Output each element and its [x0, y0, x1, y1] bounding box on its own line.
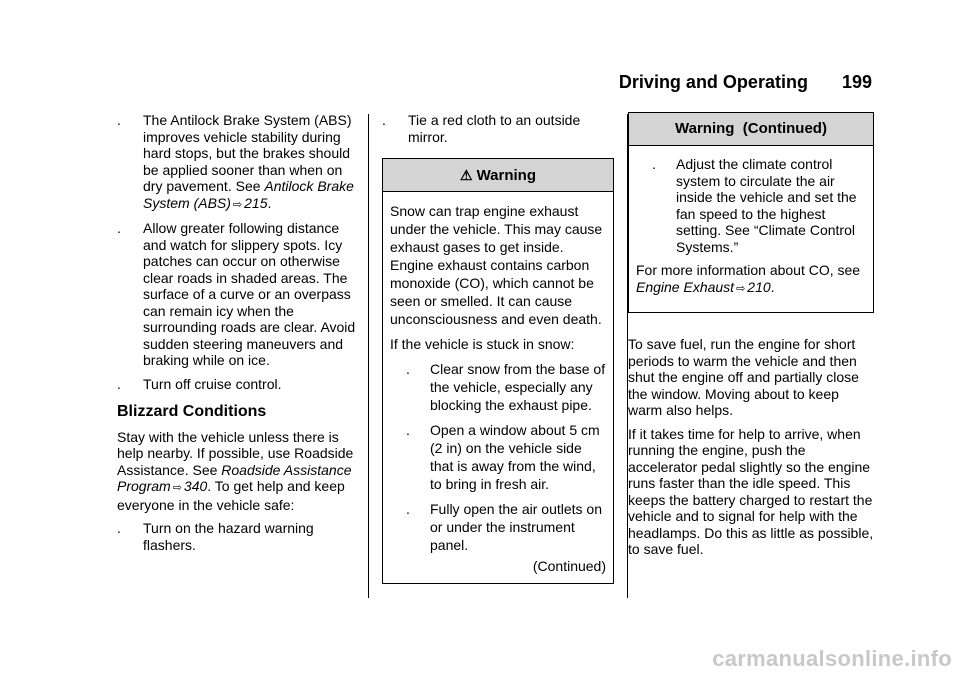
list-item	[117, 520, 362, 553]
list-item-text: Fully open the air outlets on or under the instrument panel.	[430, 501, 602, 553]
list-item-text: Turn on the hazard warning flashers.	[143, 520, 314, 553]
list-item-text: Open a window about 5 cm (2 in) on the vehicle side that is away from the wind, to bring in fresh air.	[430, 422, 600, 492]
column-left	[117, 112, 362, 560]
list-item	[117, 220, 362, 369]
bullet-marker: .	[406, 361, 410, 377]
list-item	[390, 421, 606, 493]
warning-header	[383, 159, 613, 192]
continued-label: (Continued)	[532, 558, 606, 574]
cross-reference-link[interactable]: Roadside Assistance Program ⇨ 340	[117, 462, 352, 495]
page-arrow-icon: ⇨	[232, 198, 243, 211]
bullet-marker: .	[117, 375, 121, 392]
warning-triangle-icon: ⚠	[460, 167, 473, 183]
section-title: Driving and Operating	[618, 72, 808, 92]
list-item	[390, 500, 606, 554]
paragraph: Stay with the vehicle unless there is help nearby. If possible, use Roadside Assistance. See Roadside Assistance Program ⇨ 340. To get help and keep everyone in the vehicle safe:	[117, 428, 354, 513]
warning-header	[629, 113, 873, 146]
warning-box-continued	[628, 112, 874, 313]
page-arrow-icon: ⇨	[736, 282, 746, 295]
page-header	[619, 72, 872, 93]
watermark: carmanualsonline.info	[712, 646, 952, 671]
warning-body	[629, 146, 873, 312]
list-item-text: Turn off cruise control.	[143, 375, 282, 392]
list-item-text: Tie a red cloth to an outside mirror.	[408, 112, 581, 145]
column-divider	[368, 114, 369, 598]
column-right	[628, 112, 874, 565]
cross-reference-link[interactable]: Antilock Brake System (ABS) ⇨ 215	[143, 178, 354, 211]
list-item-text: Allow greater following distance and watch for slippery spots. Icy patches can occur on otherwise clear roads in shaded areas. The surface of a curve or an overpass can remain icy when the surrounding roads are clear. Avoid sudden steering maneuvers and braking while on ice.	[143, 220, 356, 368]
list-item	[636, 156, 866, 255]
warning-body	[383, 192, 613, 583]
section-heading: Blizzard Conditions	[117, 403, 267, 420]
list-item-text: Adjust the climate control system to circulate the air inside the vehicle and set the fan speed to the highest setting. See “Climate Control Systems.”	[676, 156, 857, 255]
list-item-text: Clear snow from the base of the vehicle, especially any blocking the exhaust pipe.	[430, 361, 606, 413]
list-item	[390, 360, 606, 414]
bullet-marker: .	[382, 112, 386, 128]
warning-box	[382, 158, 614, 584]
paragraph: If the vehicle is stuck in snow:	[390, 336, 575, 352]
bullet-marker: .	[117, 520, 121, 536]
bullet-marker: .	[406, 422, 410, 438]
paragraph: If it takes time for help to arrive, when running the engine, push the accelerator pedal slightly so the engine runs faster than the idle speed. This keeps the battery charged to restart the vehicle and to signal for help with the headlamps. Do this as little as possible, to save fuel.	[628, 425, 874, 557]
bullet-marker: .	[406, 501, 410, 517]
paragraph: For more information about CO, see Engine Exhaust ⇨ 210.	[636, 262, 866, 297]
bullet-marker: .	[117, 220, 121, 236]
bullet-marker: .	[652, 156, 656, 172]
bullet-marker: .	[117, 112, 121, 128]
list-item	[117, 376, 362, 393]
page-number: 199	[841, 72, 872, 92]
paragraph: To save fuel, run the engine for short periods to warm the vehicle and then shut the engine off and partially close the window. Moving about to keep warm also helps.	[628, 336, 859, 418]
page-arrow-icon: ⇨	[172, 482, 182, 494]
warning-title: Warning	[476, 167, 536, 184]
list-item-text: The Antilock Brake System (ABS) improves vehicle stability during hard stops, but the brakes should be applied sooner than when on dry pavement. See	[143, 112, 352, 194]
column-middle	[382, 112, 614, 584]
list-item	[382, 112, 614, 145]
paragraph: Snow can trap engine exhaust under the vehicle. This may cause exhaust gases to get inside. Engine exhaust contains carbon monoxide (CO), which cannot be seen or smelled. It can cause unconsciousness and even death.	[390, 203, 603, 327]
list-item: . The Antilock Brake System (ABS) improves vehicle stability during hard stops, but the brakes should be applied sooner than when on dry pavement. See Antilock Brake System (ABS) ⇨ 215.	[117, 112, 362, 213]
cross-reference-link[interactable]: Engine Exhaust ⇨ 210	[636, 279, 771, 295]
warning-title: Warning (Continued)	[675, 120, 827, 137]
